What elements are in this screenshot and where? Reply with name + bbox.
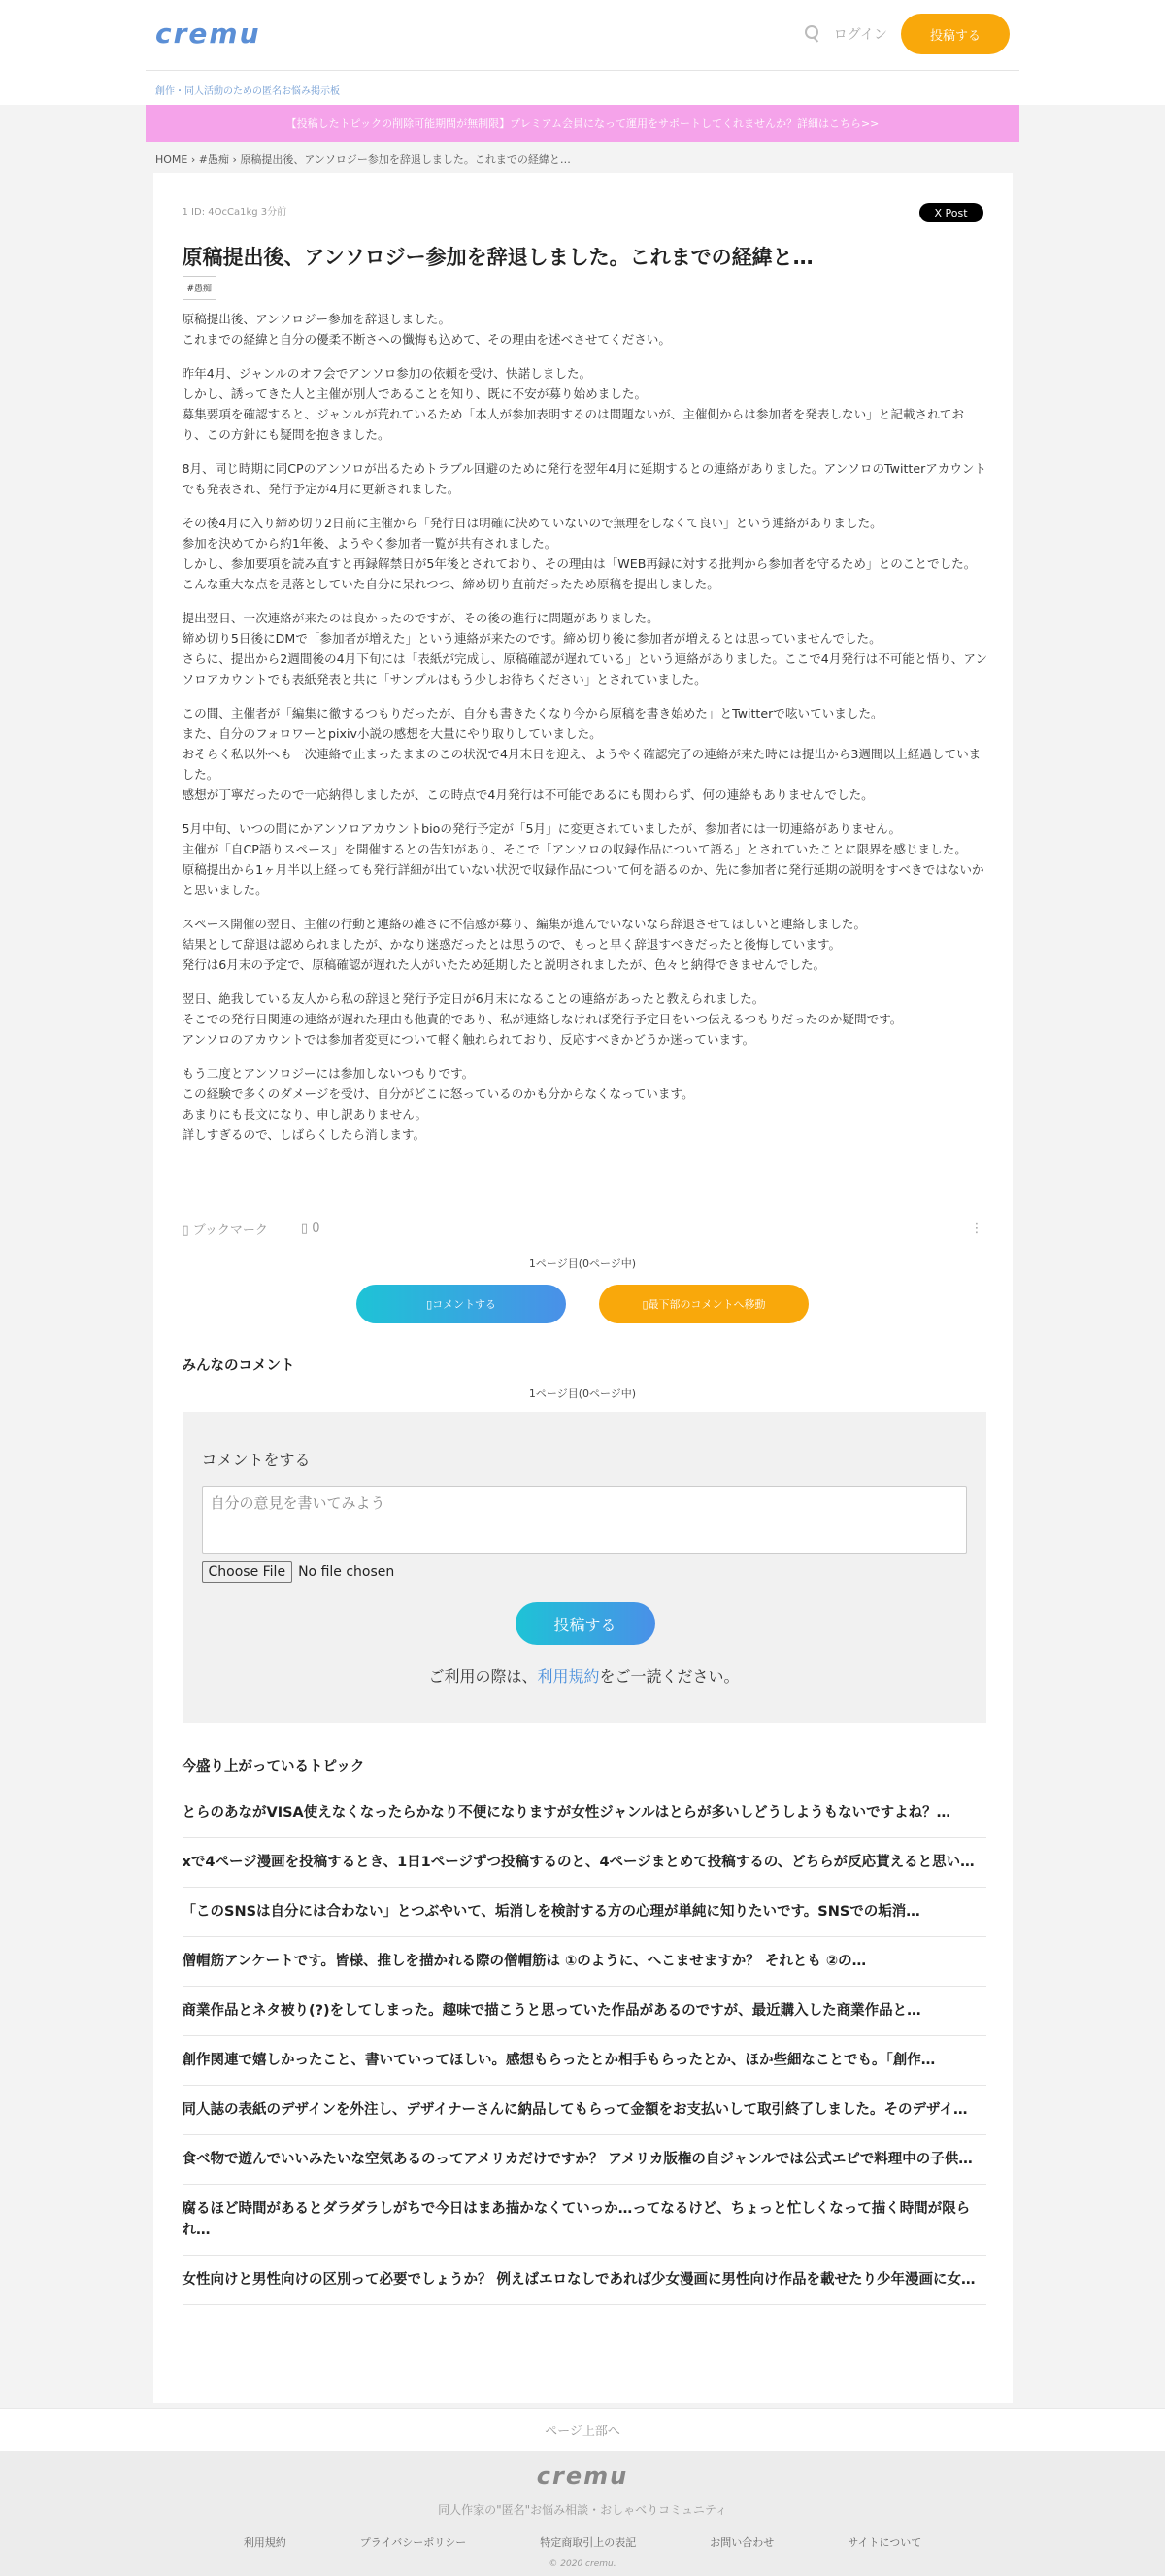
body-paragraph: もう二度とアンソロジーには参加しないつもりです。 この経験で多くのダメージを受け、自分がどこに怒っているのかも分からなくなっています。 あまりにも長文になり、申し訳ありません。 詳しすぎるので、しばらくしたら消します。 [182, 1066, 694, 1142]
body-paragraph: 原稿提出後、アンソロジー参加を辞退しました。 これまでの経緯と自分の優柔不断さへの懺悔も込めて、その理由を述べさせてください。 [182, 312, 671, 347]
bookmark-button[interactable]: ▯ ブックマーク [182, 1223, 268, 1238]
body-paragraph: 5月中旬、いつの間にかアンソロアカウントbioの発行予定が「5月」に変更されていましたが、参加者には一切連絡がありません。 主催が「自CP語りスペース」を開催するとの告知があり、そこで「アンソロの収録作品について語る」とされていたことに限界を感じました。 原稿提出から1ヶ月半以上経っても発行詳細が出ていない状況で収録作品について何を語るのか、先に参加者に発行延期の説明をすべきではないかと思いました。 [182, 821, 984, 897]
search-icon[interactable] [805, 25, 820, 43]
body-paragraph: スペース開催の翌日、主催の行動と連絡の雑さに不信感が募り、編集が進んでいないなら辞退させてほしいと連絡しました。 結果として辞退は認められましたが、かなり迷惑だったとは思うので、もっと早く辞退すべきだったと後悔しています。 発行は6月末の予定で、原稿確認が遅れた人がいたため延期したと説明されましたが、色々と納得できませんでした。 [182, 917, 867, 972]
share-icon[interactable]: ⋮ [970, 1221, 983, 1236]
body-paragraph: 8月、同じ時期に同CPのアンソロが出るためトラブル回避のために発行を翌年4月に延期するとの連絡がありました。アンソロのTwitterアカウントでも発表され、発行予定が4月に更新されました。 [182, 461, 987, 496]
choose-file-button[interactable]: Choose File [202, 1561, 293, 1583]
site-logo[interactable]: cremu [155, 17, 261, 50]
topic-tag[interactable]: #愚痴 [183, 276, 217, 300]
trending-topic-item[interactable]: 同人誌の表紙のデザインを外注し、デザイナーさんに納品してもらって金額をお支払いして取引終了しました。そのデザイ… [183, 2086, 986, 2135]
trending-topic-item[interactable]: xで4ページ漫画を投稿するとき、1日1ページずつ投稿するのと、4ページまとめて投稿するの、どちらが反応貰えると思い… [183, 1838, 986, 1888]
comments-heading: みんなのコメント [182, 1358, 295, 1374]
comment-form [183, 1412, 986, 1723]
trending-topic-item[interactable]: 創作関連で嬉しかったこと、書いていってほしい。感想もらったとか相手もらったとか、ほか些細なことでも。「創作… [183, 2036, 986, 2086]
header-divider [146, 70, 1019, 71]
body-paragraph: この間、主催者が「編集に徹するつもりだったが、自分も書きたくなり今から原稿を書き始めた」とTwitterで呟いていました。 また、自分のフォロワーとpixiv小説の感想を大量にやり取りしていました。 おそらく私以外へも一次連絡で止まったままのこの状況で4月末日を迎え、ようやく確認完了の連絡が来た時には提出から3週間以上経過していました。 感想が丁寧だったので一応納得しましたが、この時点で4月発行は不可能であるにも関わらず、何の連絡もありませんでした。 [182, 706, 982, 802]
like-count: 0 [312, 1221, 320, 1236]
jump-button-label: 最下部のコメントへ移動 [648, 1298, 766, 1311]
post-page-info: 1ページ目(0ページ中) [528, 1257, 637, 1270]
terms-link[interactable]: 利用規約 [537, 1667, 600, 1686]
trending-topic-item[interactable]: 女性向けと男性向けの区別って必要でしょうか？ 例えばエロなしであれば少女漫画に男性向け作品を載せたり少年漫画に女… [183, 2256, 986, 2305]
comment-button-label: コメントする [432, 1298, 496, 1311]
trending-topic-item[interactable]: 腐るほど時間があるとダラダラしがちで今日はまあ描かなくていっか…ってなるけど、ちょっと忙しくなって描く時間が限られ… [183, 2185, 986, 2256]
footer-links [0, 2534, 1165, 2550]
footer-link[interactable]: プライバシーポリシー [359, 2536, 467, 2549]
comments-page-info: 1ページ目(0ページ中) [528, 1388, 637, 1400]
topic-card [153, 173, 1013, 2403]
body-paragraph: 昨年4月、ジャンルのオフ会でアンソロ参加の依頼を受け、快諾しました。 しかし、誘ってきた人と主催が別人であることを知り、既に不安が募り始めました。 募集要項を確認すると、ジャンルが荒れているため「本人が参加表明するのは問題ないが、主催側からは参加者を発表しない」と記載されており、この方針にも疑問を抱きました。 [182, 366, 964, 442]
comment-form-title: コメントをする [201, 1451, 311, 1469]
file-status: No file chosen [298, 1564, 395, 1580]
topic-title: 原稿提出後、アンソロジー参加を辞退しました。これまでの経緯と… [182, 246, 814, 269]
post-topic-button[interactable]: 投稿する [901, 14, 1010, 54]
site-header [0, 0, 1165, 105]
site-tagline: 創作・同人活動のための匿名お悩み掲示板 [155, 86, 340, 97]
site-footer [0, 2451, 1165, 2576]
comment-textarea[interactable]: 自分の意見を書いてみよう [202, 1486, 967, 1554]
trending-topic-item[interactable]: 食べ物で遊んでいいみたいな空気あるのってアメリカだけですか？ アメリカ版権の自ジャンルでは公式エピで料理中の子供… [183, 2135, 986, 2185]
post-meta: 1 ID: 4OcCa1kg 3分前 [182, 207, 287, 217]
post-actions [183, 1220, 983, 1238]
x-post-button[interactable]: X Post [919, 203, 983, 222]
comment-button[interactable]: ▯ コメントする [356, 1285, 566, 1323]
body-paragraph: その後4月に入り締め切り2日前に主催から「発行日は明確に決めていないので無理をしなくて良い」という連絡がありました。 参加を決めてから約1年後、ようやく参加者一覧が共有されました。 しかし、参加要項を読み直すと再録解禁日が5年後とされており、その理由は「WEB再録に対する批判から参加者を守るため」とのことでした。 こんな重大な点を見落としていた自分に呆れつつ、締め切り直前だったため原稿を提出しました。 [182, 516, 977, 591]
trending-topic-item[interactable]: 「このSNSは自分には合わない」とつぶやいて、垢消しを検討する方の心理が単純に知りたいです。SNSでの垢消… [183, 1888, 986, 1937]
back-to-top-link[interactable]: ページ上部へ [0, 2408, 1165, 2451]
body-paragraph: 提出翌日、一次連絡が来たのは良かったのですが、その後の進行に問題がありました。 締め切り5日後にDMで「参加者が増えた」という連絡が来たのです。締め切り後に参加者が増えるとは思っていませんでした。 さらに、提出から2週間後の4月下旬には「表紙が完成し、原稿確認が遅れている」という連絡がありました。ここで4月発行は不可能と悟り、アンソロアカウントでも表紙発表と共に「サンプルはもう少しお待ちください」とされていました。 [182, 611, 988, 686]
comment-submit-button[interactable]: 投稿する [516, 1602, 655, 1645]
terms-pre: ご利用の際は、 [428, 1667, 538, 1686]
footer-link[interactable]: 特定商取引上の表記 [540, 2536, 637, 2549]
jump-to-comment-button[interactable]: ▯ 最下部のコメントへ移動 [599, 1285, 809, 1323]
login-link[interactable]: ログイン [833, 27, 887, 43]
topic-body [183, 309, 988, 1158]
trending-topic-item[interactable]: とらのあながVISA使えなくなったらかなり不便になりますが女性ジャンルはとらが多いしどうしようもないですよね？… [183, 1789, 986, 1838]
trending-heading: 今盛り上がっているトピック [182, 1759, 365, 1775]
terms-notice [183, 1664, 986, 1687]
terms-post: をご一読ください。 [599, 1667, 740, 1686]
footer-link[interactable]: サイトについて [848, 2536, 922, 2549]
footer-link[interactable]: お問い合わせ [710, 2536, 775, 2549]
trending-topic-item[interactable]: 商業作品とネタ被り(?)をしてしまった。趣味で描こうと思っていた作品があるのですが、最近購入した商業作品と… [183, 1987, 986, 2036]
trending-topic-item[interactable]: 僧帽筋アンケートです。皆様、推しを描かれる際の僧帽筋は ①のように、へこませますか？ それとも ②の… [183, 1937, 986, 1987]
breadcrumb[interactable]: HOME › #愚痴 › 原稿提出後、アンソロジー参加を辞退しました。これまでの経緯と… [155, 153, 571, 166]
copyright: © 2020 cremu. [549, 2559, 616, 2569]
bookmark-label: ブックマーク [192, 1223, 268, 1238]
body-paragraph: 翌日、絶我している友人から私の辞退と発行予定日が6月末になることの連絡があったと教えられました。 そこでの発行日関連の連絡が遅れた理由も他責的であり、私が連絡しなければ発行予定日をいつ伝えるつもりだったのか疑問です。 アンソロのアカウントでは参加者変更について軽く触れられており、反応すべきかどうか迷っています。 [182, 991, 903, 1047]
footer-logo[interactable]: cremu [536, 2462, 629, 2490]
premium-promo-banner[interactable]: 【投稿したトピックの削除可能期間が無制限】プレミアム会員になって運用をサポートしてくれませんか？詳細はこちら>> [146, 105, 1019, 142]
footer-link[interactable]: 利用規約 [243, 2536, 286, 2549]
like-button[interactable]: ▯ 0 [300, 1221, 320, 1236]
trending-topics-list [183, 1789, 986, 2305]
footer-tagline: 同人作家の"匿名"お悩み相談・おしゃべりコミュニティ [438, 2503, 727, 2517]
